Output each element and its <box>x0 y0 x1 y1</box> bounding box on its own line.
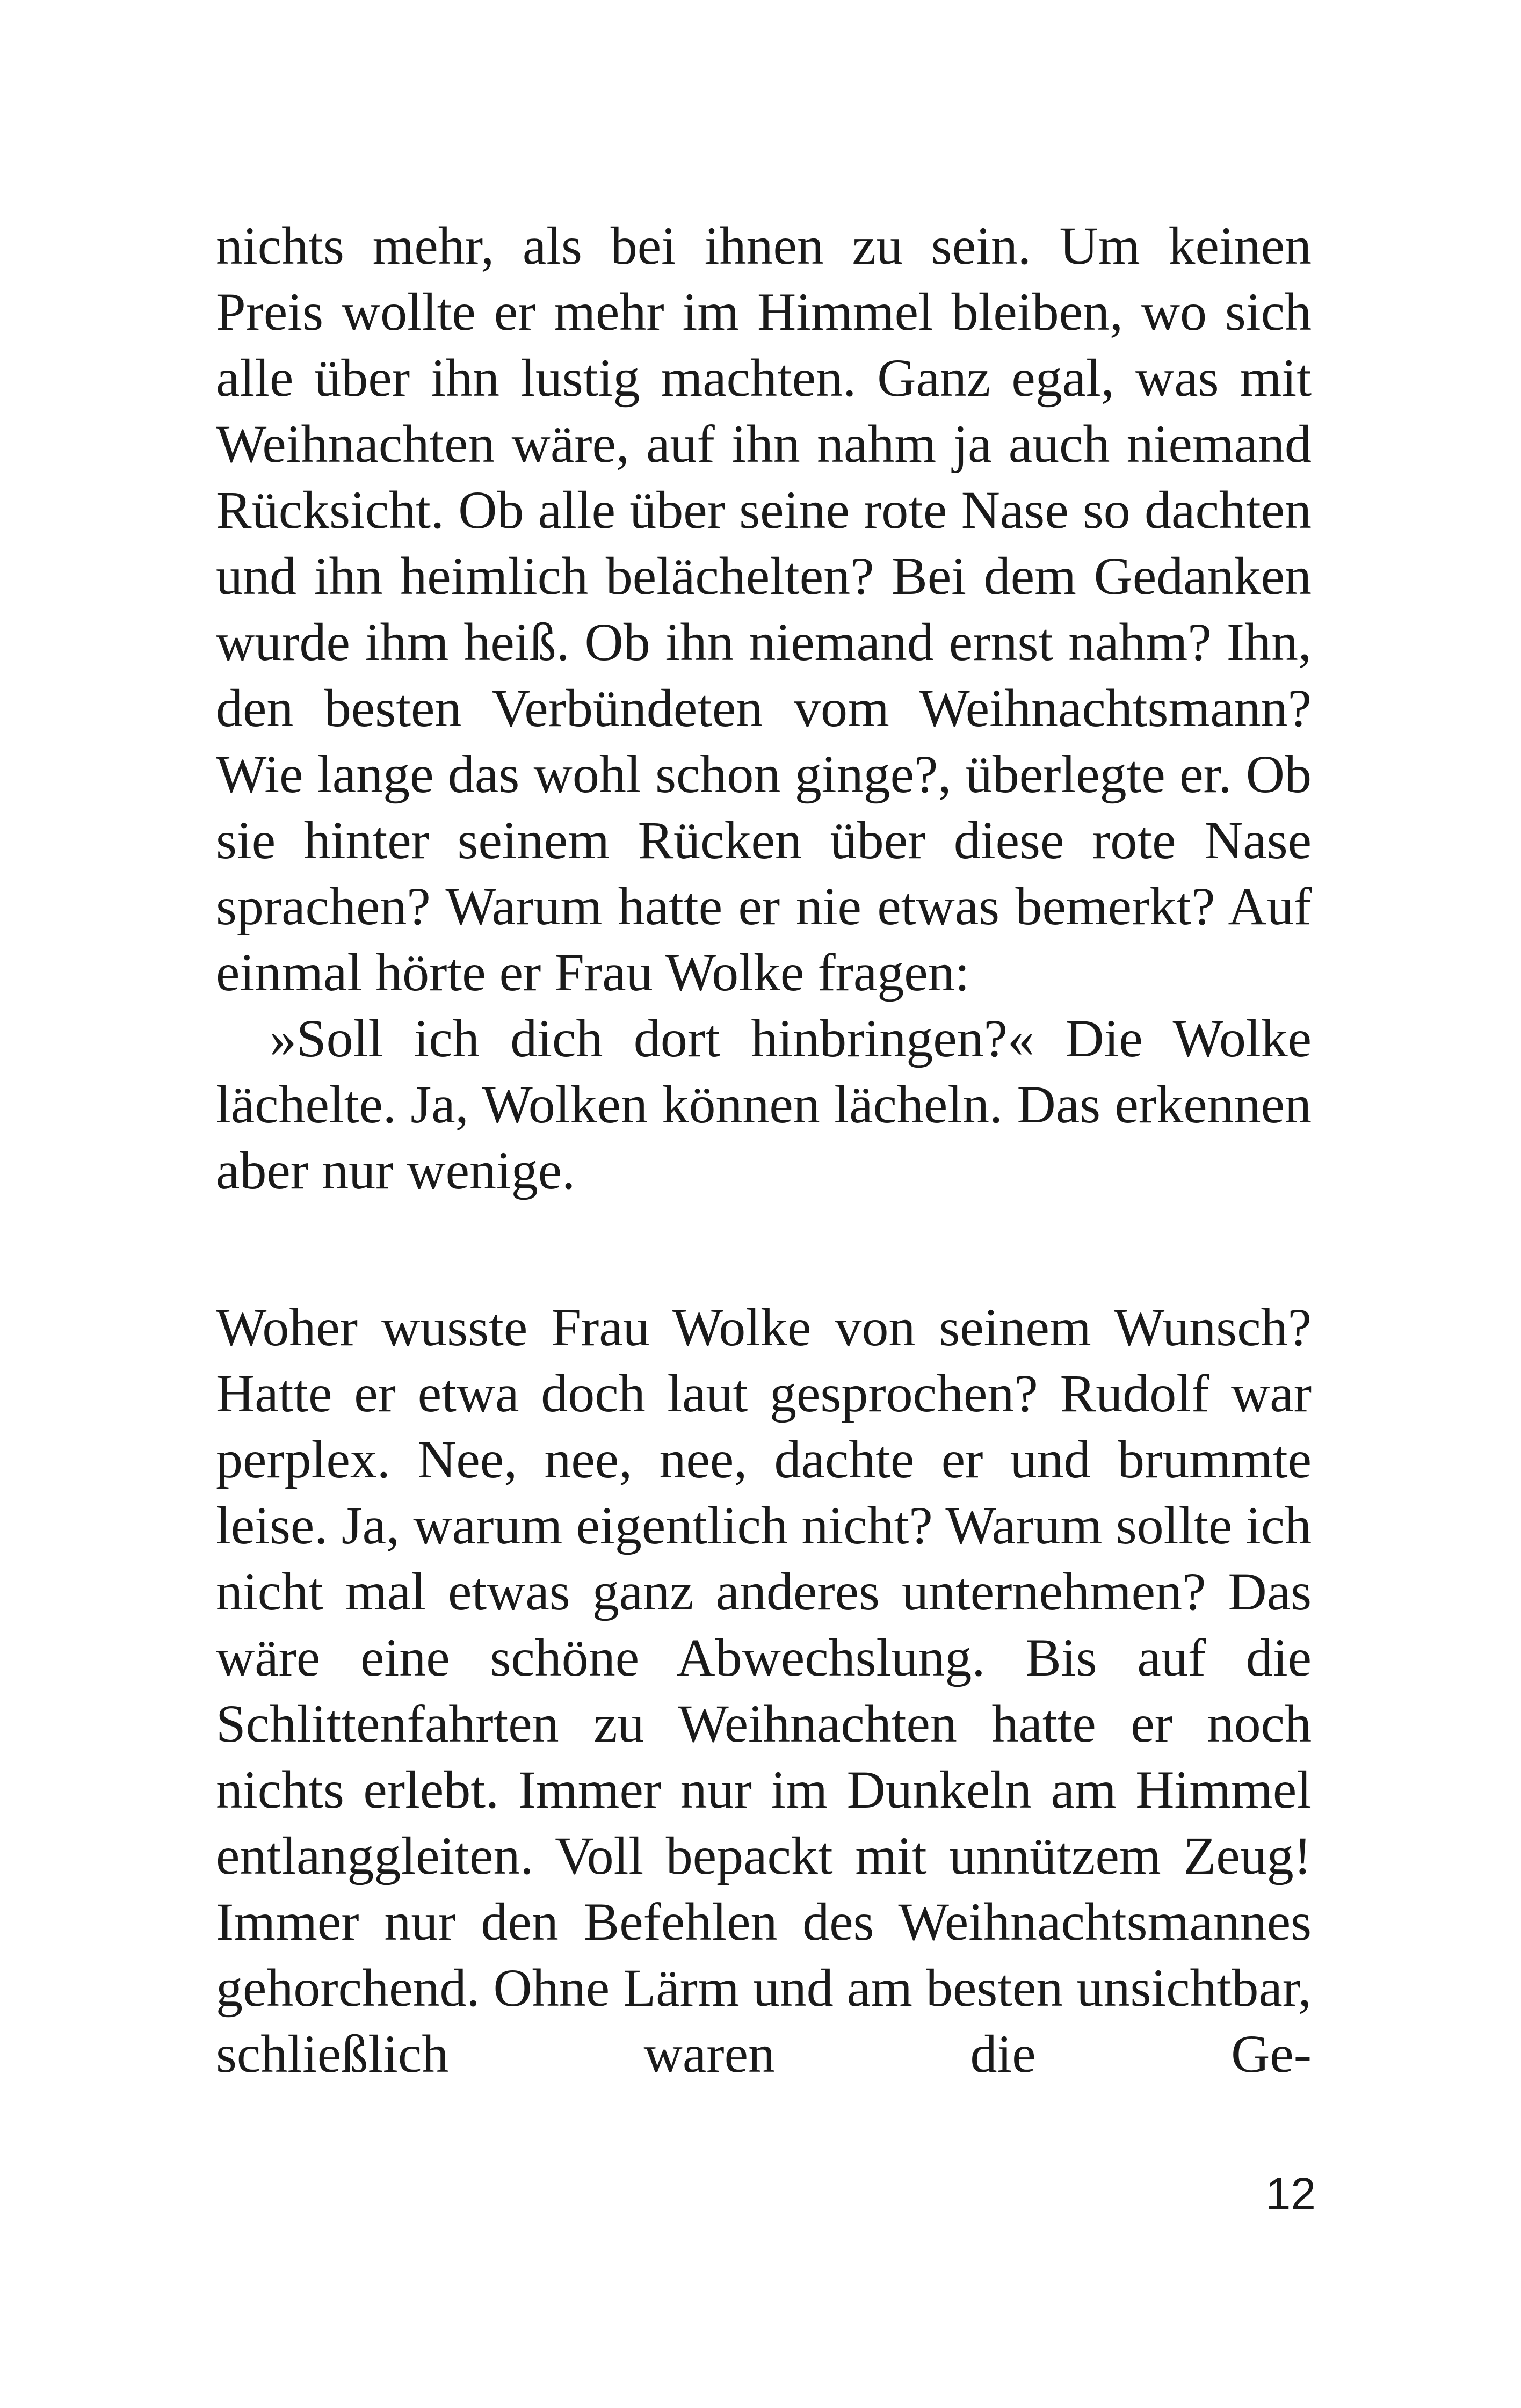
paragraph: nichts mehr, als bei ihnen zu sein. Um keinen Preis wollte er mehr im Himmel bleiben, wo sich alle über ihn lustig machten. Ganz egal, was mit Weihnachten wäre, auf ihn nahm ja auch niemand Rücksicht. Ob alle über seine rote Nase so dachten und ihn heimlich belächelten? Bei dem Gedanken wurde ihm heiß. Ob ihn niemand ernst nahm? Ihn, den besten Verbündeten vom Weihnachtsmann? Wie lange das wohl schon ginge?, überlegte er. Ob sie hinter seinem Rücken über diese rote Nase sprachen? Warum hatte er nie etwas bemerkt? Auf einmal hörte er Frau Wolke fragen: <box>216 216 1312 1002</box>
paragraph: Woher wusste Frau Wolke von seinem Wunsch? Hatte er etwa doch laut gesprochen? Rudolf war perplex. Nee, nee, nee, dachte er und brummte leise. Ja, warum eigentlich nicht? Warum sollte ich nicht mal etwas ganz anderes unternehmen? Das wäre eine schöne Abwechslung. Bis auf die Schlittenfahrten zu Weihnachten hatte er noch nichts erlebt. Immer nur im Dunkeln am Himmel entlanggleiten. Voll bepackt mit unnützem Zeug! Immer nur den Befehlen des Weihnachtsmannes gehorchend. Ohne Lärm und am besten unsichtbar, schließlich waren die Ge- <box>216 1297 1312 2084</box>
text-section-2 <box>216 1294 1312 2087</box>
paragraph-dialogue: »Soll ich dich dort hinbringen?« Die Wolke lächelte. Ja, Wolken können lächeln. Das erkennen aber nur wenige. <box>216 1009 1312 1200</box>
page-number: 12 <box>1265 2168 1316 2219</box>
text-section-1 <box>216 213 1312 1203</box>
